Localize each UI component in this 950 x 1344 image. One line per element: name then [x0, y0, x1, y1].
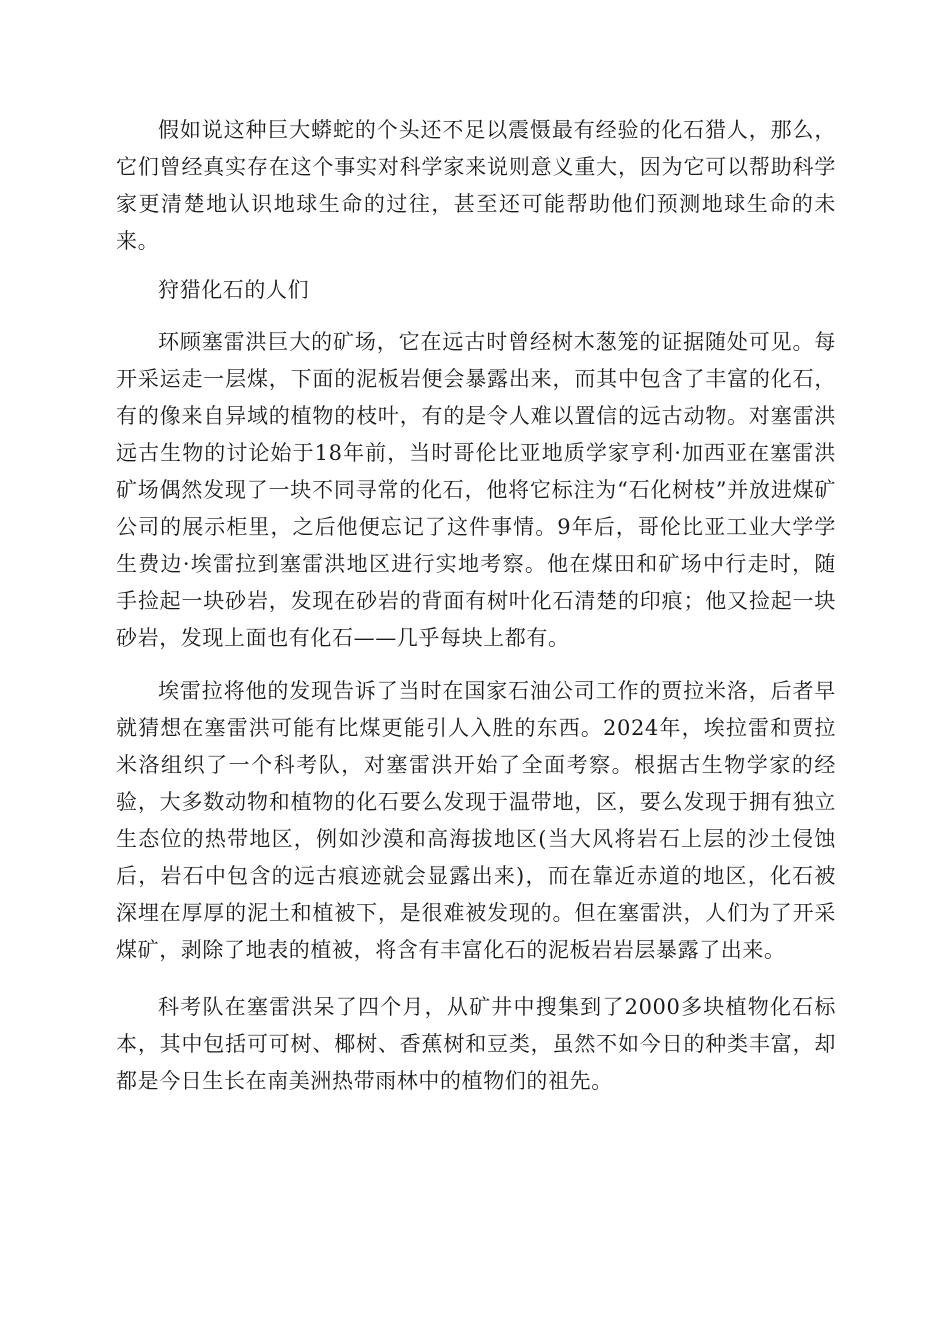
section-heading: 狩猎化石的人们: [158, 278, 310, 302]
paragraph-mine-discovery: 环顾塞雷洪巨大的矿场，它在远古时曾经树木葱笼的证据随处可见。每开采运走一层煤，下面的泥板岩便会暴露出来，而其中包含了丰富的化石，有的像来自异域的植物的枝叶，有的是令人难以置信的远古动物。对塞雷洪远古生物的讨论始于18年前，当时哥伦比亚地质学家亨利·加西亚在塞雷洪矿场偶然发现了一块不同寻常的化石，他将它标注为“石化树枝”并放进煤矿公司的展示柜里，之后他便忘记了这件事情。9年后，哥伦比亚工业大学学生费边·埃雷拉到塞雷洪地区进行实地考察。他在煤田和矿场中行走时，随手捡起一块砂岩，发现在砂岩的背面有树叶化石清楚的印痕；他又捡起一块砂岩，发现上面也有化石——几乎每块上都有。: [116, 330, 836, 650]
paragraph-fossil-samples: 科考队在塞雷洪呆了四个月，从矿井中搜集到了2000多块植物化石标本，其中包括可可树、椰树、香蕉树和豆类，虽然不如今日的种类丰富，却都是今日生长在南美洲热带雨林中的植物们的祖先。: [116, 995, 836, 1093]
paragraph-intro: 假如说这种巨大蟒蛇的个头还不足以震慑最有经验的化石猎人，那么，它们曾经真实存在这个事实对科学家来说则意义重大，因为它可以帮助科学家更清楚地认识地球生命的过往，甚至还可能帮助他们预测地球生命的未来。: [116, 118, 836, 253]
paragraph-expedition: 埃雷拉将他的发现告诉了当时在国家石油公司工作的贾拉米洛，后者早就猜想在塞雷洪可能有比煤更能引人入胜的东西。2024年，埃拉雷和贾拉米洛组织了一个科考队，对塞雷洪开始了全面考察。根据古生物学家的经验，大多数动物和植物的化石要么发现于温带地，区，要么发现于拥有独立生态位的热带地区，例如沙漠和高海拔地区(当大风将岩石上层的沙土侵蚀后，岩石中包含的远古痕迹就会显露出来)，而在靠近赤道的地区，化石被深埋在厚厚的泥土和植被下，是很难被发现的。但在塞雷洪，人们为了开采煤矿，剥除了地表的植被，将含有丰富化石的泥板岩岩层暴露了出来。: [116, 679, 836, 962]
document-page: [116, 112, 836, 1100]
